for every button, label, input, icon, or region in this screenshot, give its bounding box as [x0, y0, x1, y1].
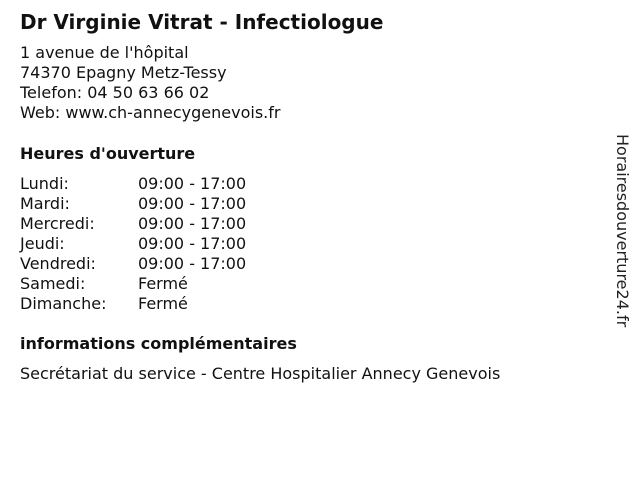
- hours-day: Lundi:: [20, 174, 69, 193]
- hours-time: 09:00 - 17:00: [138, 214, 247, 233]
- hours-day: Jeudi:: [20, 234, 65, 253]
- hours-time: Fermé: [138, 274, 188, 293]
- address-block: [20, 43, 280, 123]
- phone-number: Telefon: 04 50 63 66 02: [20, 83, 210, 102]
- hours-day: Mardi:: [20, 194, 70, 213]
- hours-time: Fermé: [138, 294, 188, 313]
- hours-time: 09:00 - 17:00: [138, 174, 247, 193]
- hours-time: 09:00 - 17:00: [138, 234, 247, 253]
- hours-day: Samedi:: [20, 274, 86, 293]
- hours-time: 09:00 - 17:00: [138, 194, 247, 213]
- hours-heading: Heures d'ouverture: [20, 144, 196, 163]
- website-link: Web: www.ch-annecygenevois.fr: [20, 103, 281, 122]
- site-watermark: Horairesdouverture24.fr: [613, 134, 632, 328]
- hours-time: 09:00 - 17:00: [138, 254, 247, 273]
- hours-day: Vendredi:: [20, 254, 96, 273]
- address-city: 74370 Epagny Metz-Tessy: [20, 63, 227, 82]
- address-street: 1 avenue de l'hôpital: [20, 43, 189, 62]
- page-title: Dr Virginie Vitrat - Infectiologue: [20, 10, 384, 34]
- info-heading: informations complémentaires: [20, 334, 297, 353]
- hours-day: Dimanche:: [20, 294, 107, 313]
- info-text: Secrétariat du service - Centre Hospitalier Annecy Genevois: [20, 364, 501, 383]
- hours-day: Mercredi:: [20, 214, 95, 233]
